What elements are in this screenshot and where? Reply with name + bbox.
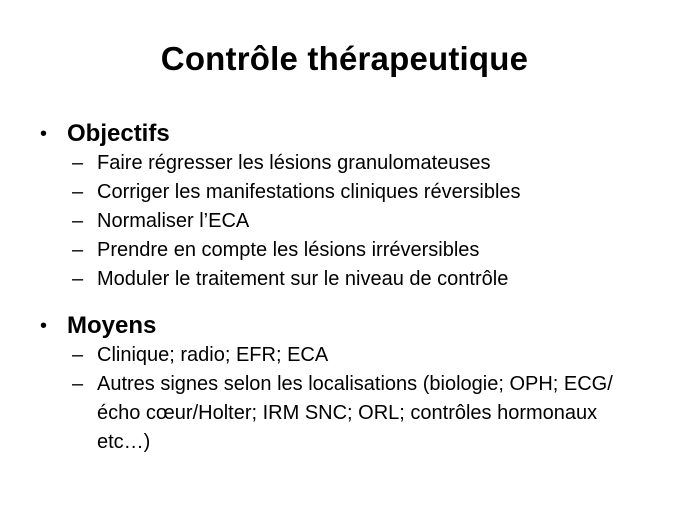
bullet-icon: • [40,123,48,145]
list-item [0,341,689,370]
list-item [0,149,689,178]
list-item-text: Corriger les manifestations cliniques réversibles [97,181,521,203]
dash-icon: – [72,210,84,232]
section-label: Moyens [67,312,157,339]
dash-icon: – [72,373,84,395]
dash-icon: – [72,239,84,261]
list-item [0,207,689,236]
list-item-text: Normaliser l’ECA [97,210,250,232]
list-item-text: Faire régresser les lésions granulomateuses [97,152,491,174]
list-item-text: Clinique; radio; EFR; ECA [97,344,329,366]
section-objectifs [0,119,689,294]
section-moyens [0,311,689,457]
list-item-text: Prendre en compte les lésions irréversibles [97,239,480,261]
dash-icon: – [72,268,84,290]
list-item [0,370,689,457]
bullet-icon: • [40,315,48,337]
objectifs-list [0,149,689,294]
list-item-text: Moduler le traitement sur le niveau de contrôle [97,268,509,290]
list-item [0,265,689,294]
moyens-list [0,341,689,457]
list-item-text: Autres signes selon les localisations (biologie; OPH; ECG/écho cœur/Holter; IRM SNC; ORL; contrôles hormonaux etc…) [97,373,613,453]
dash-icon: – [72,181,84,203]
dash-icon: – [72,152,84,174]
section-heading [0,311,689,341]
list-item [0,236,689,265]
dash-icon: – [72,344,84,366]
list-item [0,178,689,207]
slide-title: Contrôle thérapeutique [160,40,529,77]
section-label: Objectifs [67,120,170,147]
section-heading [0,119,689,149]
